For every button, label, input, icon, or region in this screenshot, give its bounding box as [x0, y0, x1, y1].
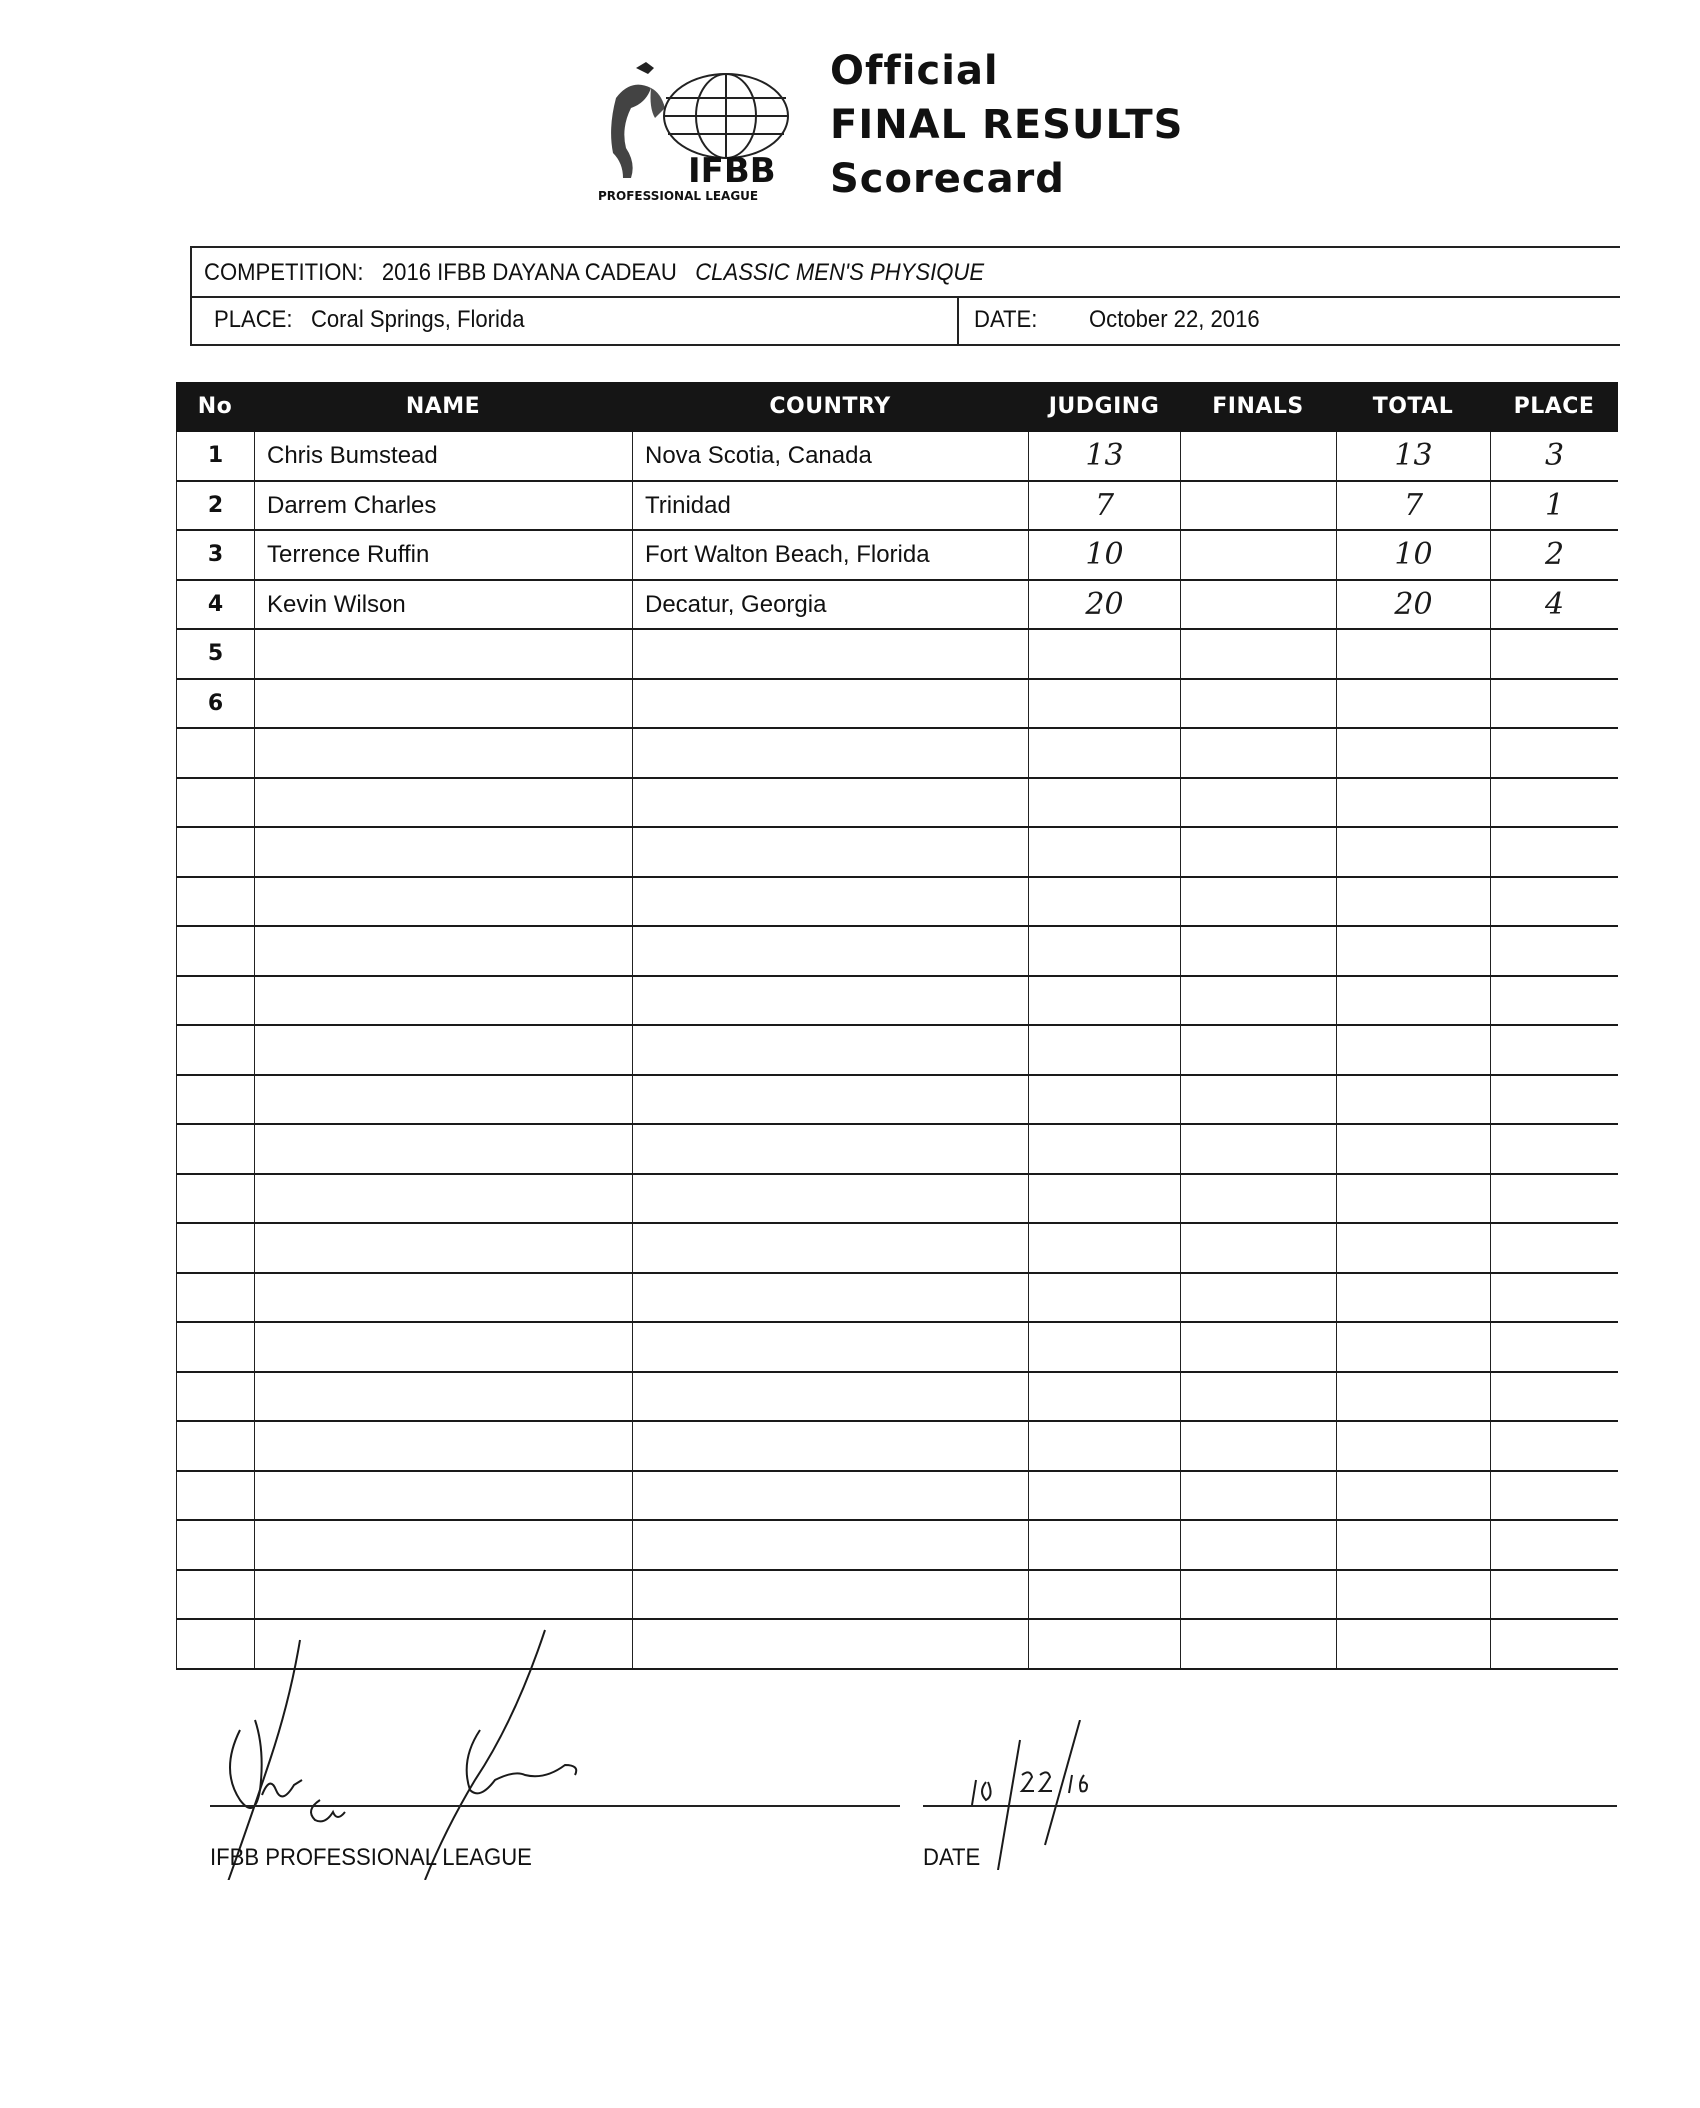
table-row [176, 1373, 1618, 1423]
svg-text:IFBB: IFBB [688, 151, 776, 191]
cell-finals [1180, 1472, 1336, 1520]
cell-finals [1180, 1571, 1336, 1619]
cell-name [254, 828, 632, 876]
table-row [176, 630, 1618, 680]
cell-place [1490, 729, 1618, 777]
place-field [214, 306, 524, 334]
cell-finals [1180, 1620, 1336, 1668]
cell-judging [1028, 1175, 1180, 1223]
cell-country [632, 1076, 1028, 1124]
cell-country [632, 630, 1028, 678]
cell-total [1336, 1620, 1490, 1668]
cell-place [1490, 1224, 1618, 1272]
cell-judging [1028, 828, 1180, 876]
cell-finals [1180, 1323, 1336, 1371]
cell-place [1490, 630, 1618, 678]
table-row [176, 729, 1618, 779]
cell-place: 4 [1490, 581, 1618, 629]
col-header-total: TOTAL [1372, 394, 1454, 419]
cell-place [1490, 1521, 1618, 1569]
cell-country: Trinidad [632, 482, 1028, 530]
table-row [176, 581, 1618, 631]
table-row [176, 1026, 1618, 1076]
cell-finals [1180, 828, 1336, 876]
cell-place [1490, 680, 1618, 728]
table-row [176, 1323, 1618, 1373]
cell-name [254, 1571, 632, 1619]
cell-judging [1028, 1076, 1180, 1124]
table-header [176, 382, 1618, 432]
cell-total [1336, 1125, 1490, 1173]
cell-finals [1180, 878, 1336, 926]
cell-no: 3 [176, 531, 254, 579]
cell-no [176, 1274, 254, 1322]
cell-country: Decatur, Georgia [632, 581, 1028, 629]
col-header-place: PLACE [1513, 394, 1595, 419]
cell-judging [1028, 1620, 1180, 1668]
cell-country [632, 1422, 1028, 1470]
cell-place [1490, 927, 1618, 975]
cell-finals [1180, 482, 1336, 530]
date-line [923, 1805, 1617, 1807]
cell-place [1490, 1373, 1618, 1421]
table-row [176, 482, 1618, 532]
cell-name [254, 878, 632, 926]
handwritten-signature-icon [200, 1620, 720, 1880]
cell-country [632, 680, 1028, 728]
cell-judging: 13 [1028, 432, 1180, 480]
table-row [176, 1521, 1618, 1571]
cell-name [254, 680, 632, 728]
table-row [176, 531, 1618, 581]
table-row [176, 1076, 1618, 1126]
cell-country [632, 927, 1028, 975]
cell-total [1336, 927, 1490, 975]
cell-place [1490, 1125, 1618, 1173]
cell-name [254, 729, 632, 777]
cell-judging [1028, 1224, 1180, 1272]
cell-judging [1028, 1274, 1180, 1322]
cell-judging: 20 [1028, 581, 1180, 629]
cell-no: 5 [176, 630, 254, 678]
table-row [176, 828, 1618, 878]
cell-finals [1180, 1026, 1336, 1074]
cell-judging [1028, 1422, 1180, 1470]
cell-name [254, 927, 632, 975]
col-header-finals: FINALS [1212, 394, 1304, 419]
cell-total [1336, 1323, 1490, 1371]
table-row [176, 1422, 1618, 1472]
cell-no [176, 779, 254, 827]
cell-finals [1180, 1422, 1336, 1470]
cell-total [1336, 729, 1490, 777]
cell-no [176, 1125, 254, 1173]
cell-country [632, 1125, 1028, 1173]
cell-judging [1028, 729, 1180, 777]
competition-info-box [190, 246, 1620, 346]
svg-text:PROFESSIONAL LEAGUE: PROFESSIONAL LEAGUE [598, 189, 759, 203]
cell-no [176, 1472, 254, 1520]
cell-finals [1180, 531, 1336, 579]
cell-no [176, 1175, 254, 1223]
cell-total [1336, 1224, 1490, 1272]
competition-division: CLASSIC MEN'S PHYSIQUE [695, 259, 985, 286]
handwritten-date-icon [960, 1720, 1180, 1870]
cell-finals [1180, 1076, 1336, 1124]
cell-no [176, 878, 254, 926]
cell-name [254, 1373, 632, 1421]
table-row [176, 1571, 1618, 1621]
handwritten-date [960, 1720, 1180, 1870]
cell-judging [1028, 1125, 1180, 1173]
cell-total [1336, 680, 1490, 728]
cell-name [254, 1472, 632, 1520]
cell-place [1490, 779, 1618, 827]
table-row [176, 1175, 1618, 1225]
cell-place [1490, 1472, 1618, 1520]
table-row [176, 680, 1618, 730]
cell-judging [1028, 630, 1180, 678]
ifbb-logo [596, 58, 810, 204]
cell-no [176, 1571, 254, 1619]
cell-name [254, 630, 632, 678]
cell-country: Nova Scotia, Canada [632, 432, 1028, 480]
cell-country [632, 1571, 1028, 1619]
date-value: October 22, 2016 [1089, 306, 1260, 333]
cell-no [176, 828, 254, 876]
cell-name: Terrence Ruffin [254, 531, 632, 579]
cell-judging: 7 [1028, 482, 1180, 530]
cell-name [254, 1175, 632, 1223]
col-header-no: No [197, 394, 233, 419]
table-row [176, 779, 1618, 829]
cell-no [176, 977, 254, 1025]
cell-no [176, 1422, 254, 1470]
date-line-label: DATE [923, 1844, 981, 1871]
cell-name [254, 1026, 632, 1074]
table-row [176, 432, 1618, 482]
place-date-row [192, 298, 1620, 344]
cell-place [1490, 1076, 1618, 1124]
cell-judging [1028, 1521, 1180, 1569]
cell-judging [1028, 779, 1180, 827]
signature [200, 1620, 720, 1880]
table-row [176, 1125, 1618, 1175]
cell-name: Darrem Charles [254, 482, 632, 530]
cell-total [1336, 1026, 1490, 1074]
cell-total [1336, 1571, 1490, 1619]
competition-field [204, 259, 984, 287]
cell-country [632, 1323, 1028, 1371]
cell-finals [1180, 581, 1336, 629]
cell-total [1336, 630, 1490, 678]
cell-no [176, 729, 254, 777]
cell-judging [1028, 1026, 1180, 1074]
table-row [176, 1224, 1618, 1274]
cell-no [176, 1521, 254, 1569]
cell-name [254, 779, 632, 827]
cell-finals [1180, 927, 1336, 975]
competition-label: COMPETITION: [204, 259, 364, 286]
cell-total [1336, 1274, 1490, 1322]
cell-total [1336, 977, 1490, 1025]
title-line-scorecard: Scorecard [830, 156, 1065, 202]
cell-country [632, 977, 1028, 1025]
cell-finals [1180, 729, 1336, 777]
cell-country [632, 878, 1028, 926]
cell-total [1336, 1472, 1490, 1520]
info-divider [957, 298, 959, 344]
cell-finals [1180, 1125, 1336, 1173]
cell-name [254, 1224, 632, 1272]
cell-name [254, 1076, 632, 1124]
cell-total: 13 [1336, 432, 1490, 480]
table-body [176, 432, 1618, 1670]
cell-name: Chris Bumstead [254, 432, 632, 480]
cell-place [1490, 1323, 1618, 1371]
place-value: Coral Springs, Florida [310, 306, 525, 333]
cell-finals [1180, 1175, 1336, 1223]
cell-name [254, 1125, 632, 1173]
cell-no: 1 [176, 432, 254, 480]
signature-label: IFBB PROFESSIONAL LEAGUE [210, 1844, 532, 1871]
competition-row [192, 248, 1620, 298]
cell-name [254, 1323, 632, 1371]
cell-finals [1180, 1521, 1336, 1569]
cell-no [176, 927, 254, 975]
table-row [176, 1274, 1618, 1324]
cell-finals [1180, 432, 1336, 480]
title-line-official: Official [830, 48, 999, 94]
cell-finals [1180, 977, 1336, 1025]
cell-name [254, 1521, 632, 1569]
cell-place [1490, 977, 1618, 1025]
table-row [176, 977, 1618, 1027]
cell-judging [1028, 1373, 1180, 1421]
date-label: DATE: [974, 306, 1038, 333]
cell-name [254, 977, 632, 1025]
cell-place [1490, 1274, 1618, 1322]
cell-total [1336, 1373, 1490, 1421]
cell-total: 20 [1336, 581, 1490, 629]
cell-judging: 10 [1028, 531, 1180, 579]
cell-country [632, 1175, 1028, 1223]
cell-finals [1180, 1274, 1336, 1322]
cell-name [254, 1274, 632, 1322]
cell-country: Fort Walton Beach, Florida [632, 531, 1028, 579]
cell-country [632, 1026, 1028, 1074]
cell-country [632, 729, 1028, 777]
cell-place: 3 [1490, 432, 1618, 480]
cell-total [1336, 1521, 1490, 1569]
cell-judging [1028, 1472, 1180, 1520]
cell-place [1490, 1620, 1618, 1668]
cell-judging [1028, 878, 1180, 926]
cell-country [632, 1373, 1028, 1421]
cell-total [1336, 1076, 1490, 1124]
col-header-judging: JUDGING [1048, 394, 1160, 419]
cell-judging [1028, 1571, 1180, 1619]
cell-place: 1 [1490, 482, 1618, 530]
cell-no [176, 1224, 254, 1272]
cell-total [1336, 878, 1490, 926]
cell-name [254, 1422, 632, 1470]
cell-no [176, 1323, 254, 1371]
cell-total [1336, 828, 1490, 876]
cell-judging [1028, 680, 1180, 728]
cell-country [632, 828, 1028, 876]
cell-country [632, 1472, 1028, 1520]
cell-finals [1180, 1224, 1336, 1272]
cell-country [632, 1521, 1028, 1569]
cell-no: 6 [176, 680, 254, 728]
page-title [830, 44, 1183, 206]
cell-place [1490, 1571, 1618, 1619]
cell-total [1336, 779, 1490, 827]
cell-place [1490, 828, 1618, 876]
cell-place [1490, 1422, 1618, 1470]
cell-country [632, 1274, 1028, 1322]
table-row [176, 878, 1618, 928]
col-header-country: COUNTRY [769, 394, 891, 419]
cell-total [1336, 1175, 1490, 1223]
cell-finals [1180, 1373, 1336, 1421]
cell-no [176, 1026, 254, 1074]
cell-place [1490, 1175, 1618, 1223]
cell-place: 2 [1490, 531, 1618, 579]
cell-place [1490, 878, 1618, 926]
cell-country [632, 779, 1028, 827]
title-line-final-results: FINAL RESULTS [830, 102, 1184, 148]
cell-total: 10 [1336, 531, 1490, 579]
cell-finals [1180, 779, 1336, 827]
cell-finals [1180, 630, 1336, 678]
cell-judging [1028, 927, 1180, 975]
cell-judging [1028, 977, 1180, 1025]
cell-judging [1028, 1323, 1180, 1371]
table-row [176, 1472, 1618, 1522]
cell-no [176, 1373, 254, 1421]
table-row [176, 927, 1618, 977]
cell-country [632, 1224, 1028, 1272]
cell-no: 4 [176, 581, 254, 629]
competition-value: 2016 IFBB DAYANA CADEAU [381, 259, 677, 286]
place-label: PLACE: [214, 306, 293, 333]
ifbb-globe-logo-icon [596, 58, 810, 204]
cell-no [176, 1076, 254, 1124]
results-table [176, 382, 1618, 1670]
signature-line [210, 1805, 900, 1807]
cell-name: Kevin Wilson [254, 581, 632, 629]
col-header-name: NAME [405, 394, 481, 419]
cell-finals [1180, 680, 1336, 728]
cell-no: 2 [176, 482, 254, 530]
cell-total: 7 [1336, 482, 1490, 530]
cell-total [1336, 1422, 1490, 1470]
cell-place [1490, 1026, 1618, 1074]
